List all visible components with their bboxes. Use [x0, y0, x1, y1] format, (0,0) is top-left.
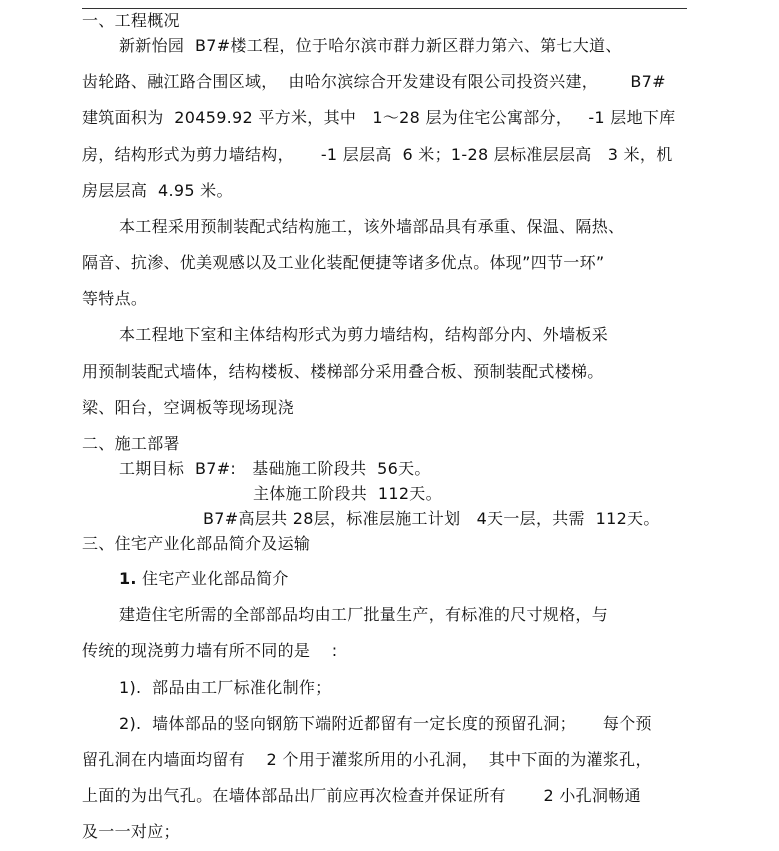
- paragraph-line: 及一一对应；: [82, 822, 180, 841]
- subsection-number: 1.: [119, 569, 137, 588]
- list-item: 2). 墙体部品的竖向钢筋下端附近都留有一定长度的预留孔洞； 每个预: [119, 714, 652, 733]
- section-heading-1: 一、工程概况: [82, 11, 180, 30]
- header-rule: [82, 8, 687, 9]
- paragraph-line: 本工程采用预制装配式结构施工，该外墙部品具有承重、保温、隔热、: [119, 217, 625, 236]
- paragraph-line: 传统的现浇剪力墙有所不同的是 :: [82, 641, 338, 660]
- paragraph-line: 齿轮路、融江路合围区域， 由哈尔滨综合开发建设有限公司投资兴建， B7#: [82, 72, 666, 91]
- schedule-line: B7#高层共 28层，标准层施工计划 4天一层，共需 112天。: [203, 509, 660, 528]
- subsection-title: 住宅产业化部品简介: [142, 569, 289, 588]
- schedule-line: 工期目标 B7#: 基础施工阶段共 56天。: [119, 459, 431, 478]
- paragraph-line: 建筑面积为 20459.92 平方米，其中 1～28 层为住宅公寓部分， -1 层地下库: [82, 108, 676, 127]
- paragraph-line: 新新怡园 B7#楼工程，位于哈尔滨市群力新区群力第六、第七大道、: [119, 36, 622, 55]
- paragraph-line: 本工程地下室和主体结构形式为剪力墙结构，结构部分内、外墙板采: [119, 325, 609, 344]
- list-item: 1). 部品由工厂标准化制作；: [119, 678, 332, 697]
- paragraph-line: 上面的为出气孔。在墙体部品出厂前应再次检查并保证所有 2 小孔洞畅通: [82, 786, 641, 805]
- paragraph-line: 隔音、抗渗、优美观感以及工业化装配便捷等诸多优点。体现”四节一环”: [82, 253, 605, 272]
- schedule-line: 主体施工阶段共 112天。: [253, 484, 442, 503]
- section-heading-3: 三、住宅产业化部品简介及运输: [82, 534, 311, 553]
- paragraph-line: 留孔洞在内墙面均留有 2 个用于灌浆所用的小孔洞， 其中下面的为灌浆孔，: [82, 750, 652, 769]
- paragraph-line: 房层层高 4.95 米。: [82, 181, 233, 200]
- paragraph-line: 等特点。: [82, 289, 148, 308]
- paragraph-line: 用预制装配式墙体，结构楼板、楼梯部分采用叠合板、预制装配式楼梯。: [82, 362, 604, 381]
- paragraph-line: 建造住宅所需的全部部品均由工厂批量生产，有标准的尺寸规格，与: [119, 605, 609, 624]
- paragraph-line: 房，结构形式为剪力墙结构， -1 层层高 6 米；1-28 层标准层层高 3 米，机: [82, 145, 673, 164]
- section-heading-2: 二、施工部署: [82, 434, 180, 453]
- paragraph-line: 梁、阳台，空调板等现场现浇: [82, 398, 294, 417]
